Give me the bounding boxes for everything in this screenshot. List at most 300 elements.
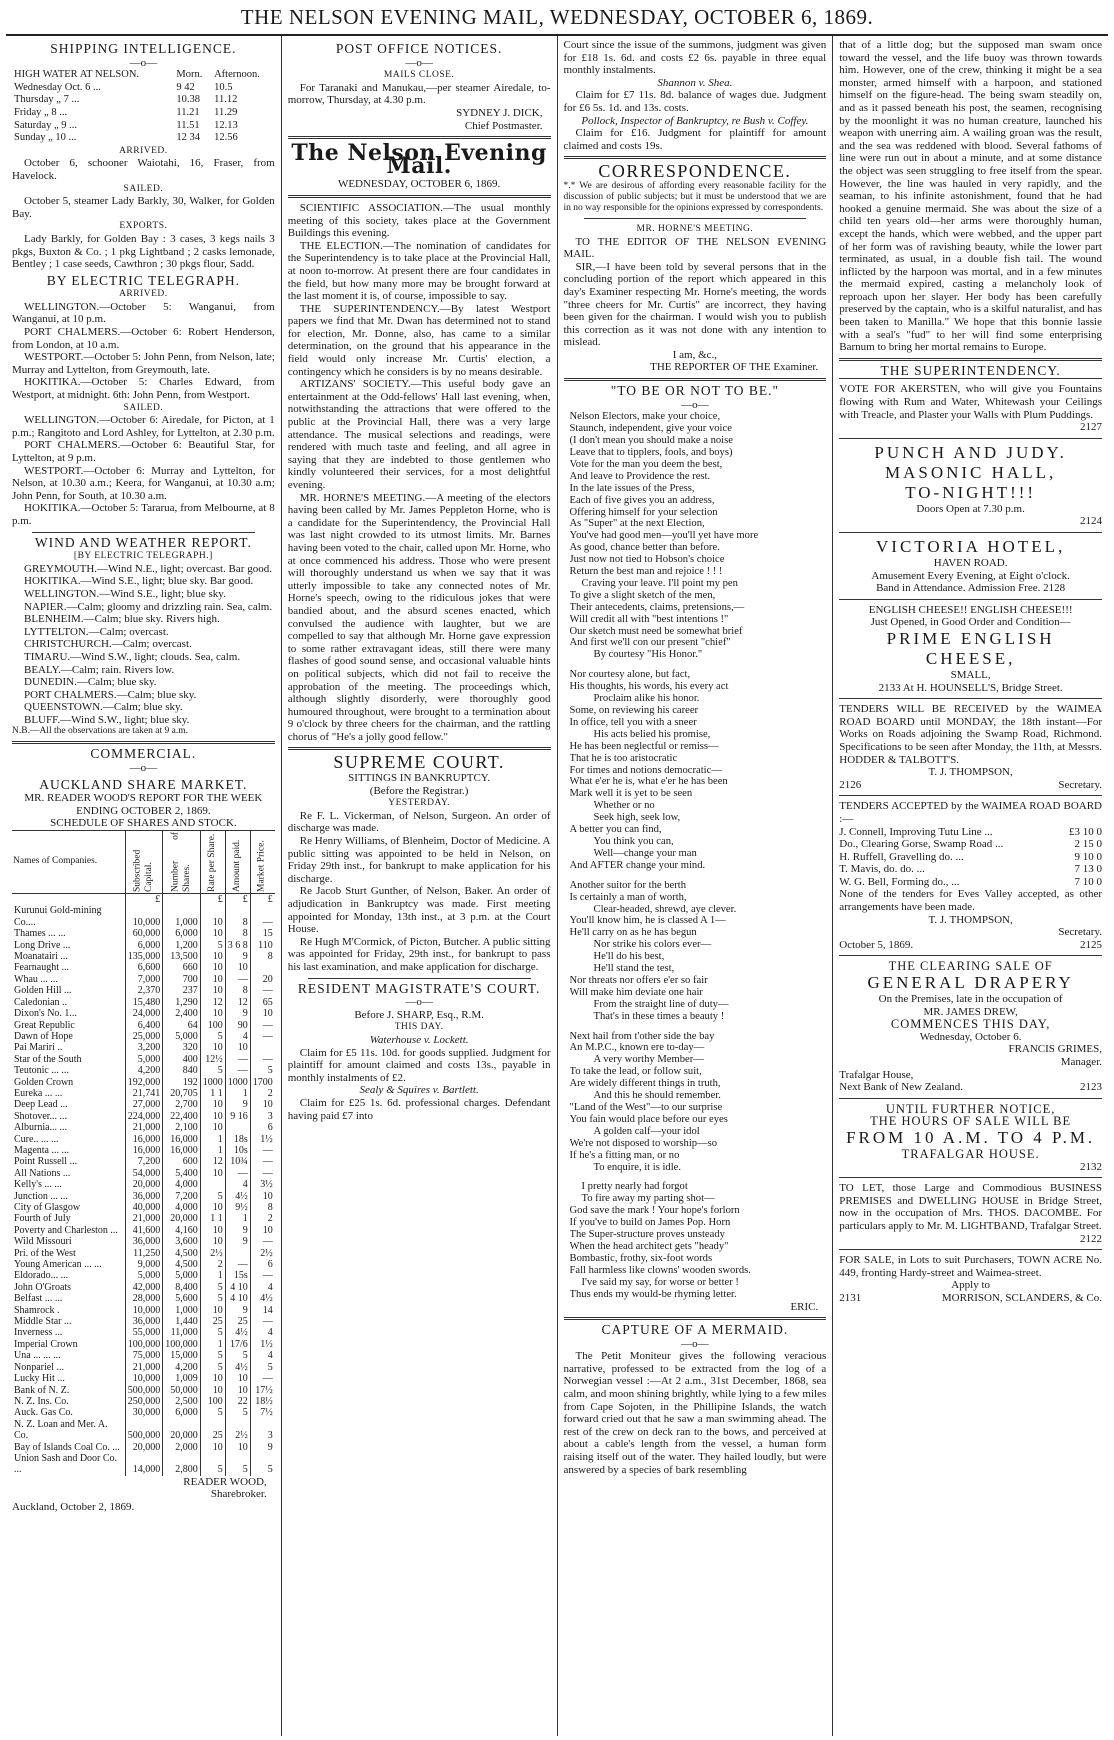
poem-line: And AFTER change your mind. [569, 859, 706, 871]
share-cell: 41,600 [125, 1225, 163, 1236]
share-cell: 9 [225, 1099, 250, 1110]
share-cell: 2,370 [125, 985, 163, 996]
paragraph: WELLINGTON.—Wind S.E., light; blue sky. [24, 587, 226, 600]
poem-line: When the head architect gets "heady" [569, 1240, 729, 1252]
poem-line: A golden calf—your idol [593, 1125, 700, 1137]
share-cell: 27,000 [125, 1099, 163, 1110]
share-cell: Thames ... ... [14, 928, 66, 940]
centered-text: SCHEDULE OF SHARES AND STOCK. [50, 817, 237, 830]
ad-text: MORRISON, SCLANDERS, & Co. [941, 1291, 1102, 1304]
share-cell: Poverty and Charleston ... [14, 1224, 118, 1236]
share-cell: £ [250, 894, 275, 906]
share-cell: — [250, 1373, 275, 1384]
share-cell: 4,500 [163, 1259, 201, 1270]
advertisement [839, 795, 1102, 955]
ad-line: UNTIL FURTHER NOTICE, [885, 1101, 1056, 1116]
share-cell: 1 [225, 1213, 250, 1224]
share-cell: 10 [200, 1042, 225, 1053]
ad-text: 2 15 0 [1074, 838, 1102, 851]
share-cell: 1,000 [163, 1305, 201, 1316]
paragraph: Re Jacob Sturt Gunther, of Nelson, Baker. An order of adjudication in Bankruptcy was made. First meeting appointed for Monday, 13th inst., at 3 p.m. at the Court House. [287, 885, 551, 936]
share-cell: 100,000 [163, 1339, 201, 1350]
ad-line: TENDERS WILL BE RECEIVED by the WAIMEA ROAD BOARD until MONDAY, the 18th instant—For Works on Roads adjoining the Swamp Road, Richmond. Specifications to be seen after Monday, the 11th, at Messrs. HODDER & TALBOTT'S. [839, 703, 1102, 766]
share-cell: 11,250 [125, 1248, 163, 1259]
share-cell: 135,000 [125, 951, 163, 962]
share-cell: £ [125, 894, 163, 906]
share-cell: 2½ [200, 1248, 225, 1259]
share-cell: 22,400 [163, 1111, 201, 1122]
ad-line [839, 863, 1102, 876]
share-cell: 192 [163, 1077, 201, 1088]
share-cell: Fearnaught ... [14, 962, 69, 974]
share-cell [163, 894, 201, 906]
share-cell: 1 1 [200, 1213, 225, 1224]
advertisement [839, 1098, 1102, 1177]
ad-line [839, 826, 1102, 839]
centered-text: —o— [129, 762, 158, 775]
share-column-header: Subscribed Capital. [125, 831, 163, 894]
share-cell: 10,000 [125, 1373, 163, 1384]
paragraph: SCIENTIFIC ASSOCIATION.—The usual monthly meeting of this society, takes place at the Government Buildings this evening. [287, 201, 551, 240]
divider-rule [288, 195, 551, 198]
ad-line: MR. JAMES DREW, [923, 1005, 1018, 1018]
poem-line: Clear-headed, shrewd, aye clever. [593, 903, 737, 915]
share-cell: Eldorado... ... [14, 1270, 69, 1282]
share-cell: 25,000 [125, 1031, 163, 1042]
poem-line: Fall harmless like clowns' wooden swords. [569, 1264, 751, 1276]
ad-text: 7 10 0 [1074, 875, 1102, 888]
share-cell: 10 [200, 974, 225, 985]
tide-cell: Wednesday Oct. 6 ... [14, 81, 101, 93]
share-cell: 5 [250, 1362, 275, 1373]
share-row [12, 1339, 275, 1350]
share-cell: 4 [250, 1350, 275, 1361]
ad-line: PUNCH AND JUDY. [874, 442, 1067, 462]
poem-line: Well—change your man [593, 847, 697, 859]
share-cell: 5 [200, 1191, 225, 1202]
share-cell: — [250, 1316, 275, 1327]
centered-text: (Before the Registrar.) [369, 784, 469, 797]
share-cell: 237 [163, 985, 201, 996]
share-cell: 10 [225, 1042, 250, 1053]
share-cell: £ [200, 894, 225, 906]
share-row [12, 1442, 275, 1453]
column-3 [557, 36, 833, 1736]
paragraph: BLENHEIM.—Calm; blue sky. Rivers high. [24, 613, 220, 626]
column-2 [281, 36, 557, 1736]
tide-cell: Thursday „ 7 ... [14, 94, 80, 106]
tide-table [12, 69, 275, 145]
share-cell: Golden Crown [14, 1076, 74, 1088]
case-title: Pollock, Inspector of Bankruptcy, re Bush v. Coffey. [581, 114, 809, 127]
share-row [12, 1282, 275, 1293]
share-cell: 500,000 [125, 1385, 163, 1396]
poem-line: Mark well it is yet to be seen [569, 788, 693, 800]
share-cell: City of Glasgow [14, 1202, 81, 1213]
share-cell: 1½ [250, 1339, 275, 1350]
tide-cell: 12.13 [214, 119, 238, 131]
ad-line: HAVEN ROAD. [933, 557, 1008, 569]
paragraph: Re F. L. Vickerman, of Nelson, Surgeon. An order of discharge was made. [287, 809, 551, 835]
ad-line: TENDERS ACCEPTED by the WAIMEA ROAD BOARD :— [839, 800, 1102, 825]
share-cell: 5 [200, 1453, 225, 1476]
paragraph: Claim for £7 11s. 8d. balance of wages due. Judgment for £6 5s. 1d. and 13s. costs. [563, 89, 827, 114]
case-title: Waterhouse v. Lockett. [369, 1033, 469, 1046]
poem-line: (I don't mean you should make a noise [569, 435, 733, 447]
ad-line: FOR SALE, in Lots to suit Purchasers, TOWN ACRE No. 449, fronting Hardy-street and Waimea-street. [839, 1254, 1102, 1279]
share-cell: Imperial Crown [14, 1338, 78, 1350]
share-cell: 10 [250, 1225, 275, 1236]
share-row [12, 974, 275, 985]
poem-line: Are widely different things in truth, [569, 1078, 721, 1090]
share-cell: 3 [250, 1111, 275, 1122]
poem-line: Bombastic, frothy, six-foot words [569, 1252, 713, 1264]
share-cell: Point Russell ... [14, 1156, 78, 1168]
paragraph: DUNEDIN.—Calm; blue sky. [24, 676, 157, 689]
ad-line [839, 851, 1102, 864]
share-cell: 9,000 [125, 1259, 163, 1270]
share-cell: 10 [200, 985, 225, 996]
poem-line: Just now not tied to Hobson's choice [569, 554, 725, 566]
poem-line: Craving your leave. I'll point my pen [581, 577, 738, 589]
centered-text: I am, &c., [672, 348, 718, 361]
paragraph: TIMARU.—Wind S.W., light; clouds. Sea, calm. [24, 650, 241, 663]
divider-rule [839, 358, 1102, 361]
paragraph: THE SUPERINTENDENCY.—By latest Westport papers we find that Mr. Dwan has determined not to stand for election, Mr. Donne, also, has came to a similar determination, on the ground that his appearance in the field would only increase Mr. Curtis' election, a contingency which he considers is by no means desirable. [287, 302, 551, 378]
share-cell: 5,000 [163, 1031, 201, 1042]
poem-line: And leave to Providence the rest. [569, 470, 711, 482]
share-cell: 10 [200, 1122, 225, 1133]
share-header-row [12, 831, 275, 894]
share-cell: 8,400 [163, 1282, 201, 1293]
subheading: [BY ELECTRIC TELEGRAPH.] [73, 551, 213, 562]
stanza-break [570, 661, 827, 669]
poem-line: From the straight line of duty— [593, 998, 729, 1010]
poem-line: To fire away my parting shot— [581, 1193, 715, 1205]
ad-text: £3 10 0 [1069, 825, 1102, 838]
paragraph: HOKITIKA.—October 5: Tararua, from Melbourne, at 8 p.m. [12, 502, 275, 527]
share-row [12, 962, 275, 973]
share-cell: N. Z. Ins. Co. [14, 1395, 69, 1407]
share-cell: 21,741 [125, 1088, 163, 1099]
share-cell: 1700 [250, 1077, 275, 1088]
ad-line: ENGLISH CHEESE!! ENGLISH CHEESE!!! [868, 603, 1073, 616]
share-cell: 6,000 [163, 928, 201, 939]
poem-line: We're not disposed to worship—so [569, 1137, 718, 1149]
tide-cell: 11.21 [176, 106, 200, 118]
share-row [12, 1179, 275, 1190]
share-cell: — [225, 1065, 250, 1076]
share-row [12, 1362, 275, 1373]
ad-line: THE HOURS OF SALE WILL BE [870, 1114, 1072, 1129]
share-row [12, 985, 275, 996]
share-cell: 5 [200, 1065, 225, 1076]
paragraph: WESTPORT.—October 5: John Penn, from Nelson, late; Murray and Lyttelton, from Greymouth, late. [12, 351, 275, 376]
share-row [12, 1213, 275, 1224]
share-cell: 7½ [250, 1407, 275, 1418]
ad-line: FROM 10 A.M. TO 4 P.M. [846, 1127, 1096, 1147]
share-cell: — [250, 1145, 275, 1156]
share-cell: 60,000 [125, 928, 163, 939]
share-cell: 15 [250, 928, 275, 939]
poem-line: Nor threats nor offers e'er so fair [569, 974, 708, 986]
share-market-table [12, 830, 275, 1476]
share-cell: Pai Mariri .. [14, 1042, 63, 1054]
paragraph: WELLINGTON.—October 6: Airedale, for Picton, at 1 p.m.; Rangitoto and Lord Ashley, for Lyttelton, at 2.30 p.m. [12, 414, 275, 439]
ad-line: TO-NIGHT!!! [905, 482, 1037, 502]
share-cell: Belfast ... ... [14, 1293, 63, 1305]
signature-line: Sharebroker. [210, 1488, 267, 1501]
share-cell: Shotover... ... [14, 1110, 68, 1122]
poem-line: He'll do his best, [593, 951, 665, 963]
poem-line: You fain would place before our eyes [569, 1113, 728, 1125]
share-row [12, 1293, 275, 1304]
share-cell: 16,000 [125, 1134, 163, 1145]
share-cell: 25 [200, 1316, 225, 1327]
share-cell: 4,200 [163, 1362, 201, 1373]
share-cell: 21,000 [125, 1362, 163, 1373]
centered-text: —o— [681, 1337, 709, 1350]
share-row [12, 1225, 275, 1236]
share-cell: 25 [200, 1419, 225, 1442]
paragraph: Re Henry Williams, of Blenheim, Doctor of Medicine. A public sitting was appointed to be held in Nelson, on Friday 29th inst., for bankrupt to make application for his discharge. [287, 835, 551, 885]
subheading: THIS DAY. [394, 1022, 444, 1033]
ad-text: H. Ruffell, Gravelling do. ... [839, 850, 964, 863]
page-columns [6, 36, 1108, 1736]
tide-cell: Sunday „ 10 ... [14, 132, 77, 144]
paragraph: that of a little dog; but the supposed man swam once toward the vessel, and the life buoy was thrown towards him. However, one of the crew, thinking it might be a sea monster, armed himself with a harpoon, and stationed himself on the figure-head. The being swam steadily on, and as it passed beneath his post, the seamen, recognising by the moonlight it was no human creature, launched his weapon with unerring aim. A wailing groan was the result, and the sea was reddened with blood. Several fathoms of line were run out in about a minute, and at some distance the object was seen struggling to free itself from the spear. However, the line was hauled in very rapidly, and the seaman, to his infinite astonishment, found that he had hooked a genuine mermaid. She was about the size of a child ten years old—her arms were thoroughly human, except the hands, which were webbed, and the upper part of her form was of ravishing beauty, while the lower part terminated, as usual, in a double fish tail. The wound inflicted by the harpoon was mortal, and in a few minutes the mermaid expired, casting a melancholy look of reproach upon her slayer. Her body has been carefully preserved by the captain, who is a skilful naturalist, and has been taken to Manilla." We hope that this bonnie lassie with a seal's "fud" to her will find some enterprising Barnum to bring her mortal remains to Europe. [839, 39, 1102, 354]
ad-text: 7 13 0 [1074, 863, 1102, 876]
share-column-header: Number of Shares. [163, 831, 201, 894]
subheading: SAILED. [123, 402, 164, 413]
small-note: N.B.—All the observations are taken at 9 a.m. [12, 726, 188, 737]
paragraph: WELLINGTON.—October 5: Wanganui, from Wanganui, at 10 p.m. [12, 300, 275, 326]
ad-text: T. Mavis, do. do. ... [839, 863, 925, 876]
paragraph: CHRISTCHURCH.—Calm; overcast. [24, 638, 192, 651]
share-cell: 5 [225, 1407, 250, 1418]
signature-line: ERIC. [790, 1300, 819, 1313]
share-cell: 12 [225, 997, 250, 1008]
share-cell: 100 [200, 1020, 225, 1031]
paragraph: PORT CHALMERS.—October 6: Robert Henderson, from London, at 10 a.m. [12, 326, 275, 351]
share-cell: 1,440 [163, 1316, 201, 1327]
newspaper-masthead: THE NELSON EVENING MAIL, WEDNESDAY, OCTOBER 6, 1869. [6, 0, 1108, 36]
share-cell: 10 [200, 1236, 225, 1247]
poem-line: Will credit all with "best intentions !" [569, 613, 729, 625]
share-row [12, 1259, 275, 1270]
poem-line: Staunch, independent, give your voice [569, 423, 732, 435]
share-cell: 4½ [225, 1362, 250, 1373]
share-cell: Nonpariel ... [14, 1361, 64, 1373]
share-cell: Long Drive ... [14, 939, 71, 951]
share-cell: 20 [250, 974, 275, 985]
ad-line: TO LET, those Large and Commodious BUSINESS PREMISES and DWELLING HOUSE in Bridge Street, now in the occupation of Mrs. THOS. DACOMBE. For particulars apply to Mr. M. LIGHTBAND, Trafalgar Street. [839, 1182, 1102, 1232]
share-cell: 100 [200, 1396, 225, 1407]
paragraph: PORT CHALMERS.—Calm; blue sky. [24, 688, 197, 701]
share-cell: 5 [225, 1350, 250, 1361]
poem-line: Seek high, seek low, [593, 812, 681, 824]
share-cell: 9½ [225, 1202, 250, 1213]
share-cell: 4,160 [163, 1225, 201, 1236]
paragraph: TO THE EDITOR OF THE NELSON EVENING MAIL. [563, 235, 827, 261]
small-note: *.* We are desirous of affording every reasonable facility for the discussion of public subjects; but it must be understood that we are in no way responsible for the opinions expressed by correspondents. [563, 180, 827, 213]
poem-line: In office, tell you with a sneer [569, 716, 697, 728]
share-cell: — [250, 1156, 275, 1167]
share-cell: Dawn of Hope [14, 1030, 73, 1042]
subheading: EXPORTS. [119, 221, 168, 232]
share-cell: 2 [250, 1088, 275, 1099]
share-cell: 10 [200, 905, 225, 928]
share-row [12, 1111, 275, 1122]
share-cell: 10 [200, 1373, 225, 1384]
column-1 [6, 36, 281, 1736]
share-cell: 1 [200, 1339, 225, 1350]
section-heading: "TO BE OR NOT TO BE." [610, 383, 780, 399]
ad-line [839, 779, 1102, 792]
share-cell: Union Sash and Door Co. ... [14, 1452, 118, 1476]
share-cell: 400 [163, 1054, 201, 1065]
tide-row [12, 132, 275, 145]
share-cell: 4,000 [163, 1179, 201, 1190]
poem-line: To enquire, it is idle. [593, 1161, 682, 1173]
share-cell: 15s [225, 1270, 250, 1281]
share-cell: 2½ [250, 1248, 275, 1259]
share-cell [250, 1042, 275, 1053]
share-row [12, 1248, 275, 1259]
poem-line: As "Super" at the next Election, [569, 518, 705, 530]
share-column-header: Amount paid. [225, 831, 250, 894]
share-cell: 17½ [250, 1385, 275, 1396]
share-cell [250, 962, 275, 973]
ad-line: PRIME ENGLISH CHEESE, [886, 628, 1055, 668]
section-heading-large: CORRESPONDENCE. [598, 161, 792, 182]
share-cell: Star of the South [14, 1053, 82, 1065]
ad-line: 2127 [1080, 421, 1102, 434]
share-cell: — [225, 974, 250, 985]
share-row [12, 940, 275, 951]
share-cell: 7,200 [163, 1191, 201, 1202]
share-cell: Bay of Islands Coal Co. ... [14, 1441, 120, 1453]
share-cell: 5 [200, 1362, 225, 1373]
section-heading: COMMERCIAL. [90, 746, 197, 762]
share-cell: Eureka ... ... [14, 1087, 63, 1099]
share-cell: Lucky Hit ... [14, 1373, 65, 1385]
share-cell: Middle Star ... [14, 1316, 72, 1328]
share-cell: 2 [250, 1213, 275, 1224]
ad-line [839, 838, 1102, 851]
tide-cell: Friday „ 8 ... [14, 106, 68, 118]
share-cell: 14 [250, 1305, 275, 1316]
ad-line [839, 876, 1102, 889]
share-cell: 10 [200, 928, 225, 939]
tide-header-cell: HIGH WATER AT NELSON. [14, 69, 140, 81]
share-row [12, 1396, 275, 1407]
share-cell: Alburnia... ... [14, 1122, 68, 1134]
share-cell: 5,400 [163, 1168, 201, 1179]
share-cell: 21,000 [125, 1122, 163, 1133]
advertisement [839, 438, 1102, 532]
share-cell: 11,000 [163, 1327, 201, 1338]
share-cell: 5 [200, 1407, 225, 1418]
share-row [12, 1350, 275, 1361]
ad-text: 2123 [1080, 1081, 1102, 1094]
share-cell: 2,700 [163, 1099, 201, 1110]
paragraph: For Taranaki and Manukau,—per steamer Airedale, to-morrow, Thursday, at 4.30 p.m. [287, 81, 551, 107]
share-cell: 50,000 [163, 1385, 201, 1396]
share-cell: 10 [200, 962, 225, 973]
share-cell: 1 1 [200, 1088, 225, 1099]
share-cell: Inverness ... [14, 1327, 63, 1339]
section-heading: AUCKLAND SHARE MARKET. [39, 776, 248, 792]
poem-line: That he is too aristocratic [569, 752, 678, 764]
share-cell: 4½ [225, 1327, 250, 1338]
share-cell: 20,000 [163, 1419, 201, 1442]
section-heading-large: SUPREME COURT. [333, 752, 505, 773]
share-cell: 4,200 [125, 1065, 163, 1076]
share-cell: 20,000 [163, 1213, 201, 1224]
poem-line: That's in these times a beauty ! [593, 1010, 725, 1022]
share-cell: 16,000 [163, 1134, 201, 1145]
share-cell: 18s [225, 1134, 250, 1145]
share-cell: 20,000 [125, 1179, 163, 1190]
share-cell: 5 [250, 1065, 275, 1076]
tide-cell: 12 34 [176, 132, 200, 144]
poem-line: If he's a fitting man, or no [569, 1149, 680, 1161]
share-cell: Cure.. ... ... [14, 1133, 59, 1145]
tide-cell: 11.29 [214, 106, 238, 118]
share-cell: 1 [200, 1145, 225, 1156]
advertisement [839, 378, 1102, 437]
ad-line: COMMENCES THIS DAY, [890, 1017, 1051, 1032]
ad-line: Apply to [951, 1279, 991, 1292]
ad-line: 2132 [1080, 1160, 1102, 1173]
poem-line: Will make him deviate one hair [569, 986, 703, 998]
share-cell: Teutonic ... ... [14, 1065, 69, 1077]
paragraph: THE ELECTION.—The nomination of candidates for the Superintendency is to take place at the Provincial Hall, at noon to-morrow. At present there are four candidates in the field, but how many more may be brought forward at the last moment it is, of course, impossible to say. [287, 239, 551, 303]
share-cell: 13,500 [163, 951, 201, 962]
poem-line: Nor courtesy alone, but fact, [569, 669, 691, 681]
share-cell: 10 [200, 1305, 225, 1316]
tide-header-cell: Morn. [176, 69, 203, 81]
advertisement [839, 599, 1102, 698]
share-cell: 10,000 [125, 1305, 163, 1316]
poem [564, 411, 827, 1300]
divider-rule [564, 378, 827, 381]
share-row [12, 1031, 275, 1042]
share-cell: 16,000 [125, 1145, 163, 1156]
poem-line: Another suitor for the berth [569, 879, 687, 891]
share-cell: Kelly's ... ... [14, 1179, 62, 1191]
ad-text: Next Bank of New Zealand. [839, 1081, 963, 1094]
section-heading: RESIDENT MAGISTRATE'S COURT. [297, 980, 541, 996]
ad-line: Doors Open at 7.30 p.m. [916, 502, 1025, 515]
share-cell: 10 [200, 1168, 225, 1179]
ad-line: T. J. THOMPSON, [928, 913, 1013, 926]
tide-header-row [12, 69, 275, 82]
tide-row [12, 107, 275, 120]
share-row [12, 1042, 275, 1053]
ad-text: Secretary. [1058, 778, 1102, 791]
share-cell: — [250, 905, 275, 928]
share-cell: 42,000 [125, 1282, 163, 1293]
poem-line: Proclaim alike his honor. [593, 693, 700, 705]
share-cell: 224,000 [125, 1111, 163, 1122]
ad-text: October 5, 1869. [839, 938, 914, 951]
poem-line: I've said my say, for worse or better ! [581, 1276, 739, 1288]
divider-rule [288, 747, 551, 750]
centered-text: SITTINGS IN BANKRUPTCY. [348, 772, 491, 785]
poem-line: Vote for the man you deem the best, [569, 458, 723, 470]
